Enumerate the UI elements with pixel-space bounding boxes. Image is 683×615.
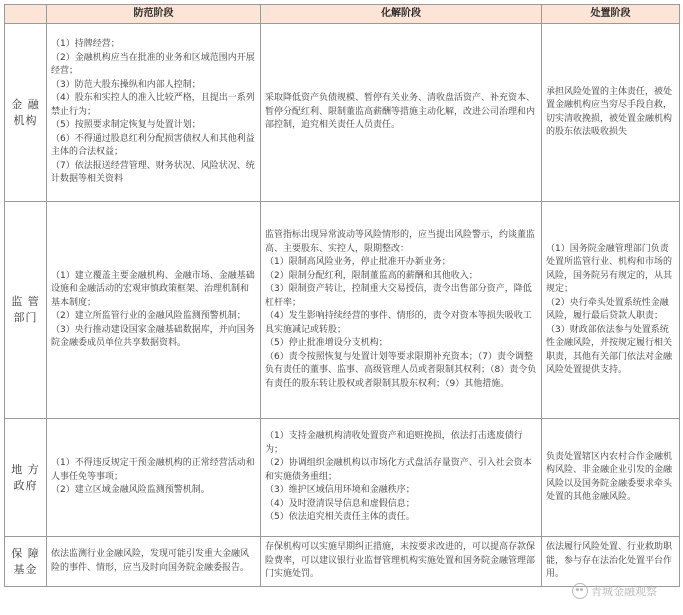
cell-line: （2）央行牵头处置系统性金融风险，履行最后贷款人职责； xyxy=(546,297,669,321)
cell-line: （2）建立区域金融风险监测预警机制。 xyxy=(51,485,210,496)
cell-line: （5）停止批准增设分支机构； xyxy=(265,338,388,348)
cell-resolution xyxy=(261,537,542,587)
cell-line: （3）财政部依法参与处置系统性金融风险，并按规定履行相关职责，其他有关部门依法对金融风险处置提供支持。 xyxy=(546,324,673,375)
cell-line: （5）按照要求制定恢复与处置计划； xyxy=(51,120,201,131)
cell-disposal xyxy=(542,537,680,587)
cell-line: （1）国务院金融管理部门负责处置所监管行业、机构和市场的风险，国务院另有规定的，从其规定； xyxy=(546,243,673,294)
cell-line: （3）央行推动建设国家金融基础数据库，并向国务院金融委成员单位共享数据资料。 xyxy=(51,324,255,348)
cell-line: （1）建立覆盖主要金融机构、金融市场、金融基础设施和金融活动的宏观审慎政策框架、治理机制和基本制度； xyxy=(51,270,255,308)
row-head-line: 机构 xyxy=(13,113,38,127)
risk-stage-table xyxy=(4,4,680,587)
cell-line: （1）支持金融机构清收处置资产和追赃挽损，依法打击逃废债行为； xyxy=(265,431,523,455)
row-head xyxy=(5,24,47,202)
table-row-financial-institutions xyxy=(5,24,680,202)
cell-line: （2）建立所监管行业的金融风险监测预警机制； xyxy=(51,311,246,321)
cell-disposal xyxy=(542,24,680,202)
cell-line: （6）责令按照恢复与处置计划等要求限期补充资本；（7）责令调整负有责任的董事、监事、高级管理人员或者限制其权利；（8）责令负有责任的股东转让股权或者限制其股东权利；（9）其他措施。 xyxy=(265,351,537,389)
cell-prevention xyxy=(47,537,261,587)
cell-line: 负责处置辖区内农村合作金融机构风险、非金融企业引发的金融风险以及国务院金融委要求牵头处置的其他金融风险。 xyxy=(546,451,673,502)
row-head xyxy=(5,202,47,419)
cell-disposal xyxy=(542,202,680,419)
cell-line: 依法监测行业金融风险，发现可能引发重大金融风险的事件、情形，应当及时向国务院金融委报告。 xyxy=(51,549,250,573)
row-head-line: 金 融 xyxy=(11,97,40,111)
header-blank xyxy=(5,5,47,24)
watermark-text: 青城金融观察 xyxy=(591,585,657,598)
row-head xyxy=(5,537,47,587)
cell-line: （4）发生影响持续经营的事件、情形的，责令对资本等损失吸收工具实施减记或转股； xyxy=(265,311,532,335)
cell-line: （2）限制分配红利，限制董监高的薪酬和其他收入； xyxy=(265,270,478,281)
cell-line: 承担风险处置的主体责任，被处置金融机构应当穷尽手段自救，切实清收挽损，被处置金融机构的股东依法吸收损失 xyxy=(546,86,673,137)
cell-line: （3）维护区域信用环境和金融秩序； xyxy=(265,485,415,496)
cell-line: （2）金融机构应当在批准的业务和区域范围内开展经营； xyxy=(51,52,255,77)
cell-line: （6）不得通过股息红利分配损害债权人和其他利益主体的合法权益； xyxy=(51,133,255,158)
row-head xyxy=(5,419,47,537)
cell-line: （3）限制资产转让，控制重大交易授信，责令出售部分资产，降低杠杆率； xyxy=(265,284,532,308)
row-head-line: 部门 xyxy=(13,311,38,324)
cell-prevention xyxy=(47,419,261,537)
cell-line: 监管指标出现异常波动等风险情形的，应当提出风险警示，约谈董监高、主要股东、实控人，限期整改： xyxy=(265,230,536,254)
cell-disposal xyxy=(542,419,680,537)
row-head-line: 政府 xyxy=(13,478,38,492)
cell-line: （2）协调组织金融机构以市场化方式盘活存量资产、引入社会资本和实施债务重组； xyxy=(265,458,532,482)
row-head-line: 基金 xyxy=(13,562,38,576)
table-row-local-government xyxy=(5,419,680,537)
row-head-line: 保 障 xyxy=(11,546,40,560)
table-row-protection-fund xyxy=(5,537,680,587)
cell-line: （4）及时澄清误导信息和虚假信息； xyxy=(265,498,415,509)
cell-line: 采取降低资产负债规模、暂停有关业务、清收盘活资产、补充资本、暂停分配红利、限制董监高薪酬等措施主动化解，改进公司治理和内部控制，追究相关责任人员责任。 xyxy=(265,93,536,131)
cell-prevention xyxy=(47,24,261,202)
row-head-line: 地 方 xyxy=(11,462,40,476)
header-prevention-stage: 防范阶段 xyxy=(47,5,261,24)
cell-line: 存保机构可以实施早期纠正措施，未按要求改进的，可以提高存款保险费率，可以建议银行业监督管理机构实施处置和国务院金融管理部门实施处罚。 xyxy=(265,542,536,580)
cell-line: （1）限制高风险业务，停止批准开办新业务； xyxy=(265,257,451,267)
cell-resolution xyxy=(261,202,542,419)
table-row-regulators xyxy=(5,202,680,419)
cell-line: （3）防范大股东操纵和内部人控制； xyxy=(51,79,201,90)
cell-line: 依法履行风险处置、行业救助职能，参与存在法治化处置平台作用。 xyxy=(546,542,673,580)
cell-resolution xyxy=(261,24,542,202)
cell-resolution xyxy=(261,419,542,537)
cell-line: （7）依法报送经营管理、财务状况、风险状况、统计数据等相关资料 xyxy=(51,160,255,185)
cell-line: （4）股东和实控人的准入比较严格，且提出一系列禁止行为； xyxy=(51,93,255,117)
cell-prevention xyxy=(47,202,261,419)
cell-line: （1）持牌经营； xyxy=(51,39,120,50)
watermark xyxy=(572,583,657,599)
header-disposal-stage: 处置阶段 xyxy=(542,5,680,24)
row-head-line: 监 管 xyxy=(11,295,40,308)
wechat-icon xyxy=(572,583,588,599)
header-row xyxy=(5,5,680,24)
cell-line: （1）不得违反规定干预金融机构的正常经营活动和人事任免等事项； xyxy=(51,458,255,482)
header-resolution-stage: 化解阶段 xyxy=(261,5,542,24)
cell-line: （5）依法追究相关责任主体的责任。 xyxy=(265,512,415,523)
